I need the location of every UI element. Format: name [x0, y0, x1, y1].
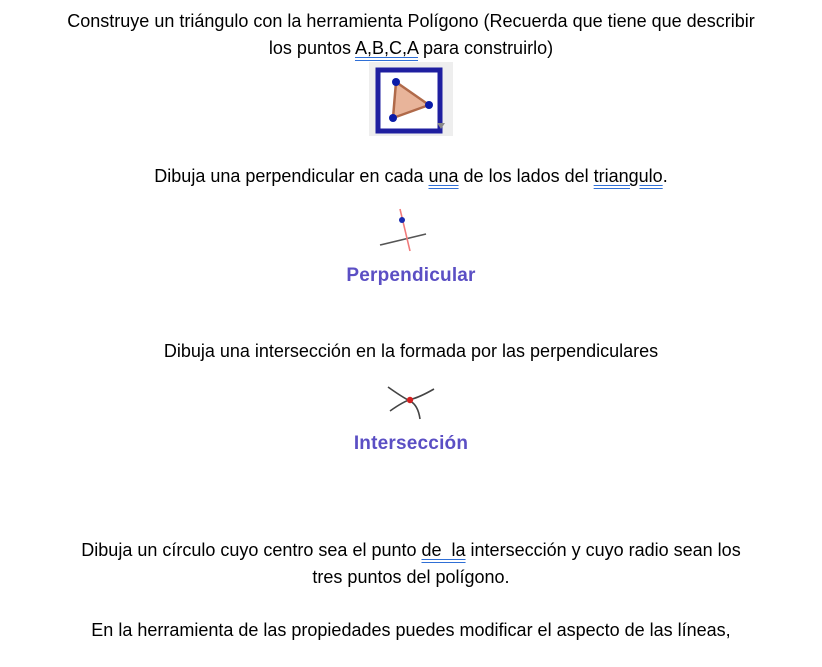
underlined-words: de la [421, 540, 466, 560]
perpendicular-tool-icon [376, 205, 432, 255]
underlined-points: A,B,C,A [354, 38, 419, 58]
instruction-perpendicular [0, 163, 822, 190]
instruction-polygon [0, 8, 822, 62]
instruction-properties: En la herramienta de las propiedades puedes modificar el aspecto de las líneas, [91, 620, 731, 640]
instruction-polygon-line2 [0, 35, 822, 62]
text-segment: intersección y cuyo radio sean los [465, 540, 741, 560]
intersection-tool-icon [384, 381, 438, 423]
polygon-tool-icon [369, 62, 453, 136]
instruction-polygon-line1: Construye un triángulo con la herramienta Polígono (Recuerda que tiene que describir [67, 11, 755, 31]
intersection-tool-label: Intersección [353, 433, 469, 454]
text-segment: para construirlo) [418, 38, 554, 58]
perpendicular-tool-label: Perpendicular [346, 265, 476, 286]
underlined-word: una [428, 166, 459, 186]
underlined-word: triangulo [593, 166, 663, 186]
text-segment: . [662, 166, 668, 186]
instruction-circle-line1 [0, 537, 822, 564]
text-segment: los puntos [268, 38, 355, 58]
text-segment: Dibuja una perpendicular en cada [154, 166, 429, 186]
text-segment: de los lados del [458, 166, 594, 186]
instruction-intersection: Dibuja una intersección en la formada por las perpendiculares [163, 341, 659, 361]
instruction-circle-line2: tres puntos del polígono. [312, 567, 510, 587]
text-segment: Dibuja un círculo cuyo centro sea el punto [81, 540, 422, 560]
instruction-circle [0, 537, 822, 591]
